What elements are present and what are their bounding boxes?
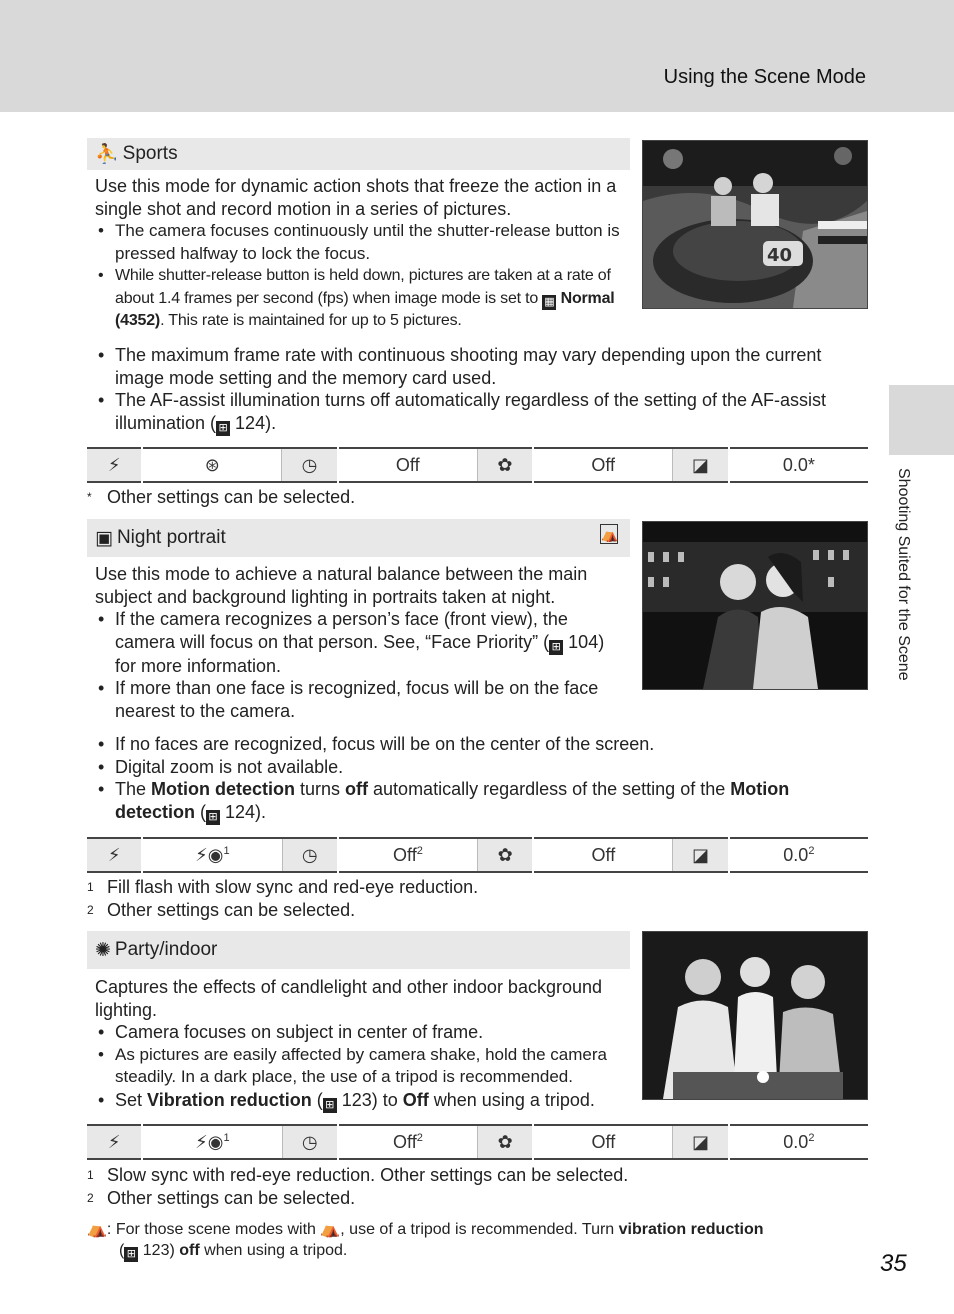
night-portrait-intro: Use this mode to achieve a natural balance between the main subject and background lighting in portraits taken at night. bbox=[95, 564, 588, 607]
sports-settings-table bbox=[87, 447, 868, 483]
macro-value: Off bbox=[533, 1125, 673, 1159]
night-portrait-icon: ▣ bbox=[95, 527, 113, 549]
list-item: • If no faces are recognized, focus will be on the center of the screen. bbox=[95, 733, 865, 756]
section-header-sports bbox=[87, 138, 630, 170]
tripod-icon: ⛺ bbox=[601, 526, 619, 542]
list-item: • Digital zoom is not available. bbox=[95, 756, 865, 779]
tripod-icon: ⛺ bbox=[320, 1221, 341, 1238]
ref-icon: ⊞ bbox=[124, 1247, 138, 1262]
party-indoor-description bbox=[95, 976, 635, 1113]
exposure-icon: ◪ bbox=[673, 448, 729, 482]
ref-icon: ⊞ bbox=[216, 421, 230, 436]
list-item: • The AF-assist illumination turns off automatically regardless of the setting of the AF-assist illumination ( ⊞ 124). bbox=[95, 389, 865, 436]
section-title: Night portrait bbox=[116, 527, 226, 548]
sports-bullets bbox=[95, 220, 625, 333]
page-header-title: Using the Scene Mode bbox=[663, 66, 866, 88]
party-indoor-settings-table bbox=[87, 1124, 868, 1160]
party-indoor-icon: ✺ bbox=[95, 939, 111, 961]
exposure-value: $0.0^2$ bbox=[783, 844, 815, 865]
svg-text:40: 40 bbox=[767, 245, 793, 266]
sports-icon: ⛹ bbox=[95, 144, 119, 165]
night-portrait-footnotes: 1 Fill flash with slow sync and red-eye reduction. 2 Other settings can be selected. bbox=[87, 877, 479, 920]
sports-photo bbox=[642, 140, 868, 309]
image-mode-icon: ▦ bbox=[544, 295, 555, 308]
sports-description bbox=[95, 175, 625, 333]
go-kart-image bbox=[643, 141, 867, 308]
sports-more bbox=[95, 344, 865, 436]
flash-value: ⊛ bbox=[142, 448, 282, 482]
page-number: 35 bbox=[880, 1250, 907, 1277]
sports-footnote: * Other settings can be selected. bbox=[87, 487, 356, 507]
timer-icon: ◷ bbox=[282, 1125, 338, 1159]
list-item: • Set Vibration reduction ( ⊞ 123) to Off when using a tripod. bbox=[95, 1089, 635, 1113]
ref-icon: ⊞ bbox=[206, 810, 220, 825]
section-title: Party/indoor bbox=[114, 939, 218, 960]
macro-icon: ✿ bbox=[477, 448, 533, 482]
timer-value: Off$^2$ bbox=[338, 1125, 478, 1159]
list-item: • As pictures are easily affected by camera shake, hold the camera steadily. In a dark place, the use of a tripod is recommended. bbox=[95, 1044, 635, 1089]
tripod-note: ⛺: For those scene modes with ⛺, use of a tripod is recommended. Turn vibration reduction ( ⊞ 123) off when using a tripod. bbox=[87, 1221, 764, 1260]
ref-icon: ⊞ bbox=[323, 1098, 337, 1113]
night-couple-image bbox=[643, 522, 867, 689]
flash-icon: ⚡ bbox=[87, 838, 142, 872]
night-portrait-settings-table bbox=[87, 837, 868, 873]
macro-value: Off bbox=[533, 838, 673, 872]
exposure-icon: ◪ bbox=[673, 1125, 729, 1159]
flash-icon: ⚡ bbox=[87, 448, 142, 482]
family-party-image bbox=[643, 932, 867, 1099]
flash-icon: ⚡ bbox=[87, 1125, 142, 1159]
night-portrait-photo bbox=[642, 521, 868, 690]
night-portrait-more bbox=[95, 733, 865, 825]
section-title: Sports bbox=[122, 143, 178, 164]
list-item: • Camera focuses on subject in center of frame. bbox=[95, 1021, 635, 1044]
list-item: • The Motion detection turns off automatically regardless of the setting of the Motion detection ( ⊞ 124). bbox=[95, 778, 865, 825]
exposure-value: 0.0* bbox=[782, 454, 815, 475]
list-item: • If the camera recognizes a person’s face (front view), the camera will focus on that person. See, “Face Priority” ( ⊞ 104) for more information. bbox=[95, 608, 630, 677]
side-tab-label: Shooting Suited for the Scene bbox=[895, 468, 912, 681]
tripod-icon: ⛺ bbox=[87, 1221, 107, 1238]
timer-icon: ◷ bbox=[282, 448, 338, 482]
flash-value: ⚡◉$^1$ bbox=[142, 838, 282, 872]
timer-value: Off bbox=[338, 448, 478, 482]
timer-icon: ◷ bbox=[282, 838, 338, 872]
macro-icon: ✿ bbox=[478, 838, 534, 872]
header-band bbox=[0, 0, 954, 112]
macro-icon: ✿ bbox=[478, 1125, 534, 1159]
list-item: • If more than one face is recognized, focus will be on the face nearest to the camera. bbox=[95, 677, 630, 722]
macro-value: Off bbox=[533, 448, 673, 482]
section-header-party-indoor bbox=[87, 931, 630, 969]
flash-value: ⚡◉$^1$ bbox=[142, 1125, 282, 1159]
exposure-value: $0.0^2$ bbox=[783, 1131, 815, 1152]
list-item: • The camera focuses continuously until the shutter-release button is pressed halfway to lock the focus. bbox=[95, 220, 625, 265]
party-indoor-intro: Captures the effects of candlelight and other indoor background lighting. bbox=[95, 977, 603, 1020]
sports-intro: Use this mode for dynamic action shots that freeze the action in a single shot and record motion in a series of pictures. bbox=[95, 176, 617, 219]
side-tab bbox=[889, 385, 954, 455]
party-indoor-footnotes: 1 Slow sync with red-eye reduction. Other settings can be selected. 2 Other settings can be selected. bbox=[87, 1165, 629, 1208]
party-indoor-photo bbox=[642, 931, 868, 1100]
list-item: • While shutter-release button is held down, pictures are taken at a rate of about 1.4 frames per second (fps) when image mode is set to ▦ Normal (4352). This rate is maintained for up to 5 pictures. bbox=[95, 265, 625, 333]
exposure-icon: ◪ bbox=[673, 838, 729, 872]
section-header-night-portrait bbox=[87, 519, 630, 557]
ref-icon: ⊞ bbox=[549, 640, 563, 655]
list-item: • The maximum frame rate with continuous shooting may vary depending upon the current image mode setting and the memory card used. bbox=[95, 344, 865, 389]
night-portrait-description bbox=[95, 563, 630, 722]
timer-value: Off$^2$ bbox=[338, 838, 478, 872]
bold-text: Normal (4352) bbox=[115, 289, 615, 329]
